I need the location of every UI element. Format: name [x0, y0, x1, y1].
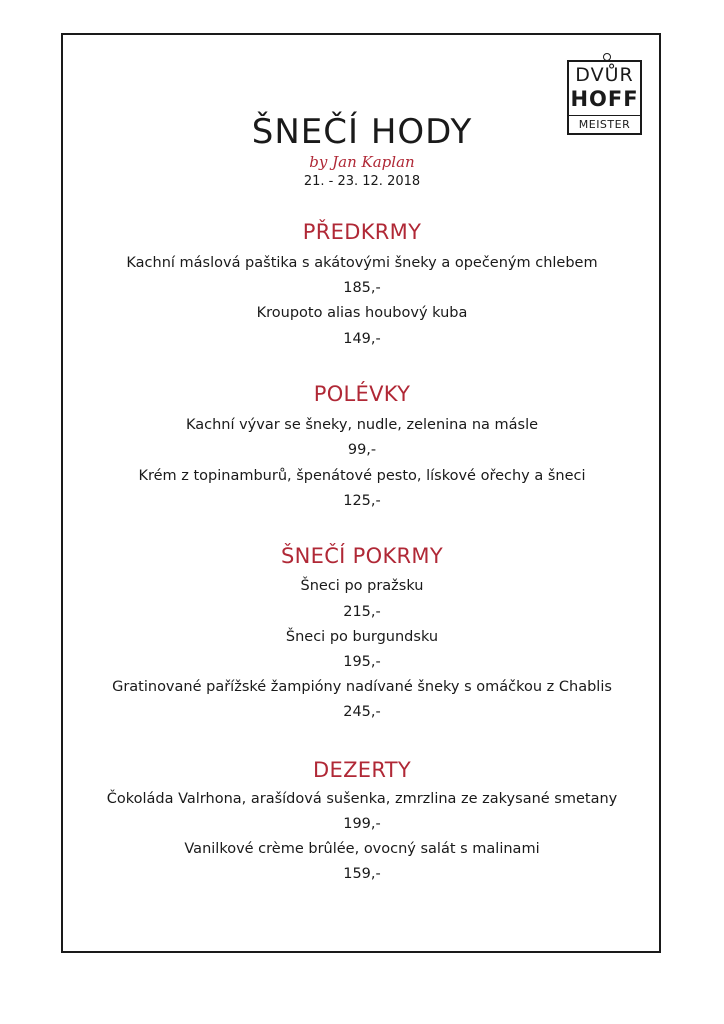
menu-item-name: Šneci po burgundsku — [285, 629, 439, 645]
menu-item-price: 245,- — [343, 704, 381, 720]
menu-item-name: Čokoláda Valrhona, arašídová sušenka, zmrzlina ze zakysané smetany — [106, 791, 618, 807]
menu-item-price: 125,- — [343, 493, 381, 509]
menu-item-name: Gratinované pařížské žampióny nadívané šneky s omáčkou z Chablis — [112, 679, 612, 695]
menu-title: ŠNEČÍ HODY — [251, 112, 473, 152]
menu-item-price: 159,- — [343, 866, 381, 882]
menu-item-price: 195,- — [343, 654, 381, 670]
section-title-polevky: POLÉVKY — [313, 382, 411, 406]
menu-item-name: Šneci po pražsku — [300, 578, 424, 594]
section-title-sneci-pokrmy: ŠNEČÍ POKRMY — [281, 544, 443, 568]
section-title-dezerty: DEZERTY — [313, 758, 411, 782]
logo-ring-accent — [603, 53, 611, 61]
section-title-predkrmy: PŘEDKRMY — [302, 220, 422, 244]
menu-item-name: Vanilkové crème brûlée, ovocný salát s malinami — [184, 841, 540, 857]
logo-line-3: MEISTER — [569, 115, 640, 132]
menu-item-price: 149,- — [343, 331, 381, 347]
menu-date: 21. - 23. 12. 2018 — [303, 174, 421, 189]
menu-item-price: 215,- — [343, 604, 381, 620]
menu-item-name: Krém z topinamburů, špenátové pesto, lískové ořechy a šneci — [138, 468, 586, 484]
logo-line-2: HOFF — [570, 87, 639, 111]
menu-item-price: 199,- — [343, 816, 381, 832]
menu-item-price: 185,- — [343, 280, 381, 296]
menu-item-name: Kachní máslová paštika s akátovými šneky a opečeným chlebem — [126, 255, 598, 271]
logo-line-1: DVŮR — [575, 64, 634, 86]
menu-item-name: Kachní vývar se šneky, nudle, zelenina na másle — [185, 417, 539, 433]
menu-byline: by Jan Kaplan — [309, 153, 415, 171]
menu-item-name: Kroupoto alias houbový kuba — [256, 305, 468, 321]
menu-item-price: 99,- — [347, 442, 377, 458]
